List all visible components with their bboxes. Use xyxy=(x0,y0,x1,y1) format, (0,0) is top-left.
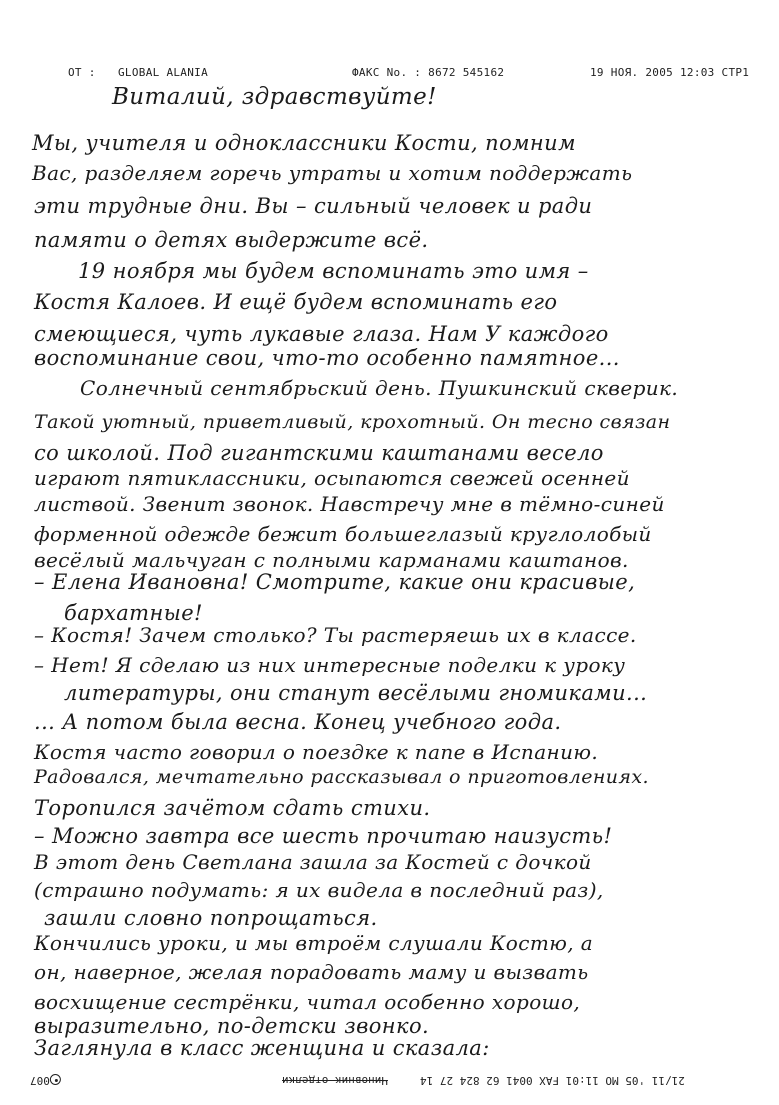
letter-line: – Елена Ивановна! Смотрите, какие они красивые, xyxy=(34,570,636,594)
letter-line: смеющиеся, чуть лукавые глаза. Нам У каждого xyxy=(34,322,609,346)
letter-line: Вас, разделяем горечь утраты и хотим поддержать xyxy=(32,161,633,185)
letter-line: ... А потом была весна. Конец учебного года. xyxy=(34,710,562,734)
letter-line: Торопился зачётом сдать стихи. xyxy=(34,796,431,820)
letter-line: эти трудные дни. Вы – сильный человек и ради xyxy=(34,194,593,218)
fax-machine-icon xyxy=(50,1075,61,1086)
letter-line: – Костя! Зачем столько? Ты растеряешь их в классе. xyxy=(34,623,637,647)
fax-page-indicator xyxy=(30,1074,62,1087)
letter-line: бархатные! xyxy=(64,601,203,625)
letter-line: весёлый мальчуган с полными карманами каштанов. xyxy=(34,548,629,572)
letter-line: Заглянула в класс женщина и сказала: xyxy=(34,1036,490,1060)
letter-line: со школой. Под гигантскими каштанами весело xyxy=(34,441,604,465)
fax-struck-text: Чиновник отделки xyxy=(282,1074,388,1087)
letter-line: Радовался, мечтательно рассказывал о приготовлениях. xyxy=(34,766,649,788)
letter-line: Такой уютный, приветливый, крохотный. Он тесно связан xyxy=(34,411,671,433)
letter-line: литературы, они станут весёлыми гномиками... xyxy=(64,681,648,705)
fax-transmission-line: 21/11 '05 MO 11:01 FAX 0041 62 824 27 14 xyxy=(420,1074,685,1087)
letter-line: Мы, учителя и одноклассники Кости, помним xyxy=(32,131,576,155)
letter-line: 19 ноября мы будем вспоминать это имя – xyxy=(78,259,589,283)
letter-line: (страшно подумать: я их видела в последний раз), xyxy=(34,878,604,902)
letter-line: Костя Калоев. И ещё будем вспоминать его xyxy=(34,290,558,314)
letter-line: выразительно, по-детски звонко. xyxy=(34,1014,430,1038)
letter-line: он, наверное, желая порадовать маму и вызвать xyxy=(34,960,589,984)
fax-footer xyxy=(20,1074,760,1092)
fax-number: ФАКС No. : 8672 545162 xyxy=(352,66,505,79)
letter-line: листвой. Звенит звонок. Навстречу мне в тёмно-синей xyxy=(34,492,665,516)
fax-date-time-page: 19 НОЯ. 2005 12:03 СТР1 xyxy=(590,66,750,79)
fax-from-label: ОТ : xyxy=(68,66,96,79)
letter-line: – Нет! Я сделаю из них интересные поделки к уроку xyxy=(34,653,626,677)
letter-line: форменной одежде бежит большеглазый круглолобый xyxy=(34,522,652,546)
letter-line: памяти о детях выдержите всё. xyxy=(34,228,429,252)
letter-line: играют пятиклассники, осыпаются свежей осенней xyxy=(34,466,630,490)
letter-line: восхищение сестрёнки, читал особенно хорошо, xyxy=(34,990,581,1014)
letter-line: воспоминание свои, что-то особенно памятное... xyxy=(34,346,620,370)
letter-line: Костя часто говорил о поездке к папе в Испанию. xyxy=(34,740,599,764)
fax-sender: GLOBAL ALANIA xyxy=(118,66,208,79)
letter-line: Кончились уроки, и мы втроём слушали Костю, а xyxy=(34,931,594,955)
letter-line: В этот день Светлана зашла за Костей с дочкой xyxy=(34,850,592,874)
letter-line: зашли словно попрощаться. xyxy=(44,906,378,930)
letter-line: – Можно завтра все шесть прочитаю наизусть! xyxy=(34,824,613,848)
letter-line: Солнечный сентябрьский день. Пушкинский скверик. xyxy=(80,376,679,400)
letter-line: Виталий, здравствуйте! xyxy=(112,84,437,110)
fax-page-number: 007 xyxy=(30,1074,50,1087)
